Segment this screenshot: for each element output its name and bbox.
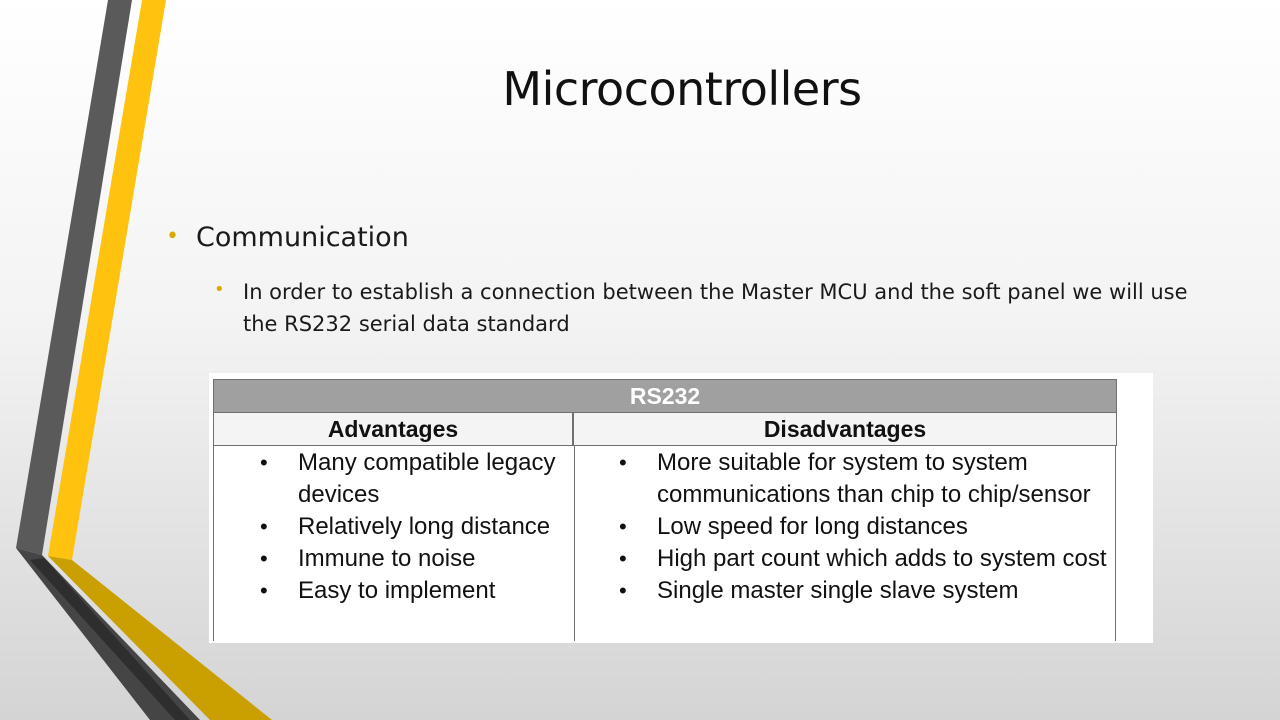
column-header-advantages: Advantages xyxy=(213,412,573,446)
list-item: • High part count which adds to system cost xyxy=(619,545,1107,572)
bullet-text: Communication xyxy=(196,222,409,253)
advantages-cell xyxy=(213,445,575,641)
list-item: • Easy to implement xyxy=(260,577,496,604)
rs232-table xyxy=(209,373,1153,643)
disadvantages-cell xyxy=(573,445,1116,641)
list-item: • Low speed for long distances xyxy=(619,513,968,540)
list-item: • Relatively long distance xyxy=(260,513,551,540)
disadvantages-list xyxy=(619,447,1107,607)
bullet-dot-icon: • xyxy=(166,224,179,249)
list-item: • Single master single slave system xyxy=(619,577,1019,604)
advantages-list xyxy=(260,447,568,607)
list-item: • Many compatible legacy devices xyxy=(260,449,556,508)
slide-title: Microcontrollers xyxy=(502,62,862,116)
column-header-disadvantages: Disadvantages xyxy=(573,412,1117,446)
table-header: RS232 xyxy=(213,379,1117,413)
list-item: • Immune to noise xyxy=(260,545,476,572)
bullet-dot-icon: • xyxy=(214,279,225,300)
list-item: • More suitable for system to system communications than chip to chip/sensor xyxy=(619,449,1091,508)
sub-bullet-text: In order to establish a connection between the Master MCU and the soft panel we will use the RS232 serial data standard xyxy=(243,280,1188,336)
